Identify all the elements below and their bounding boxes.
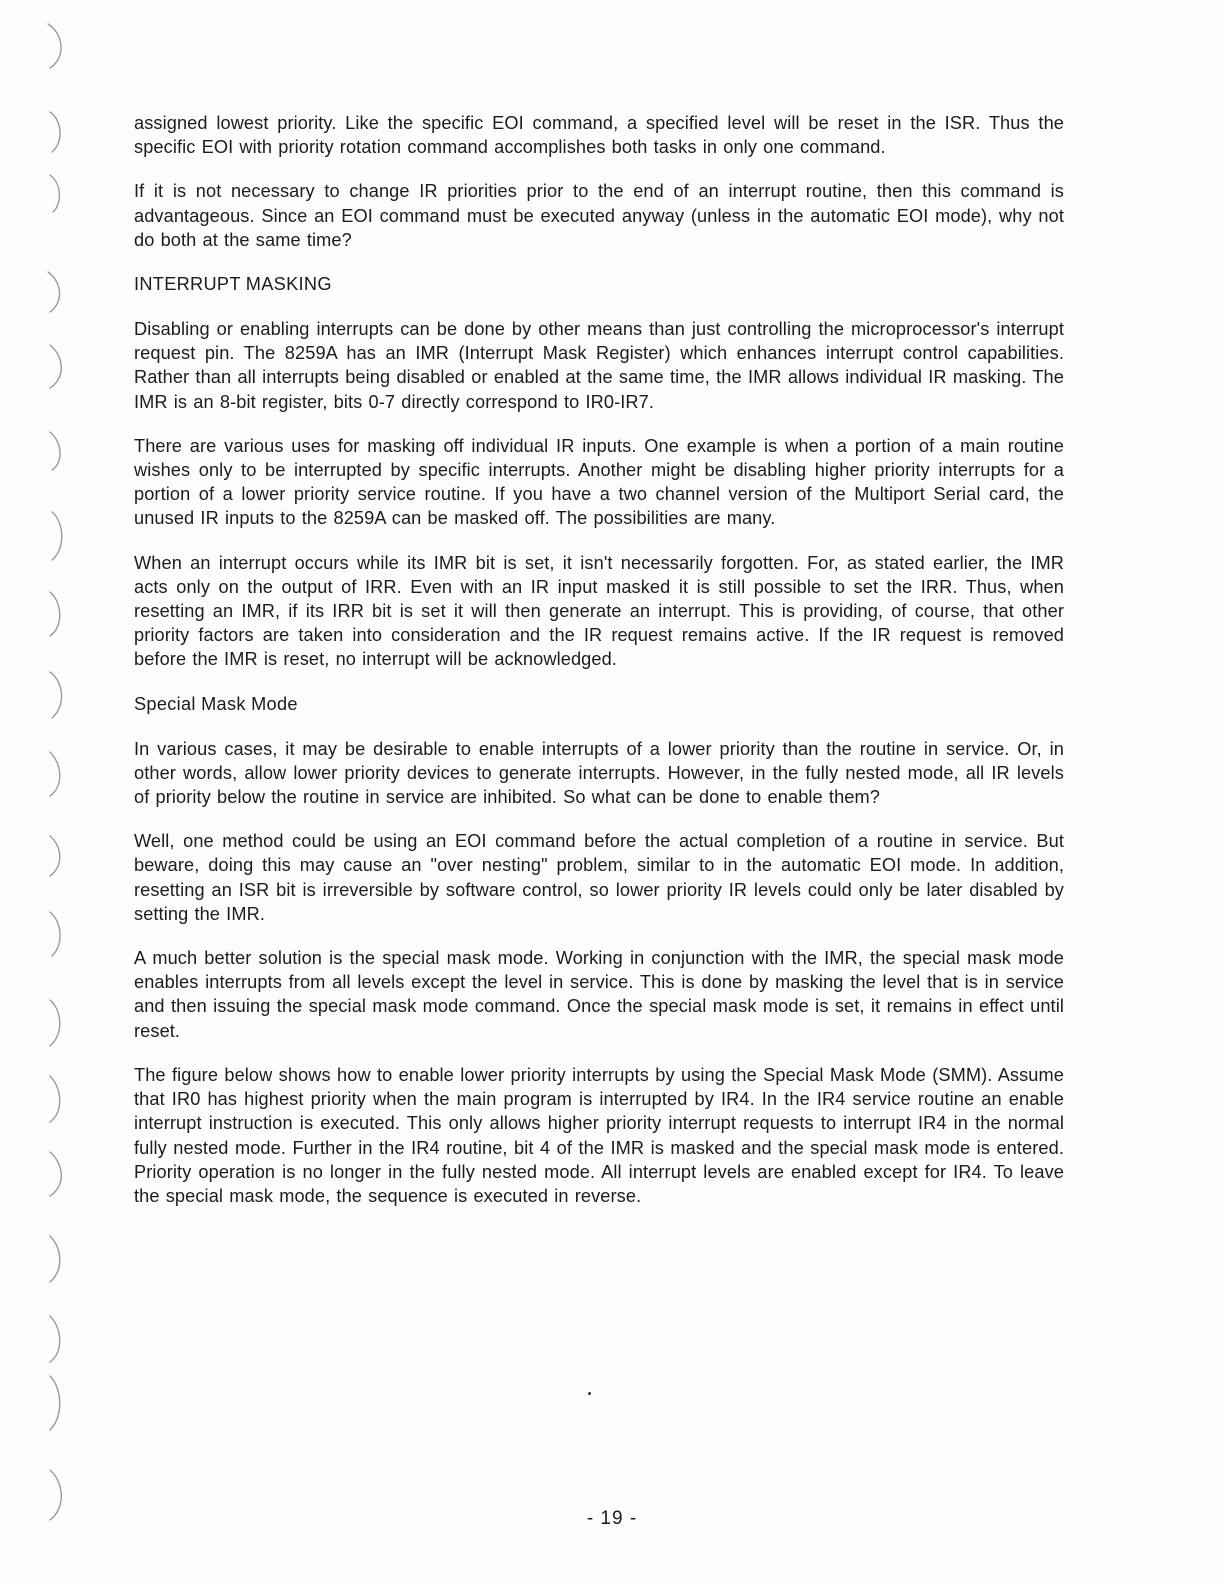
paragraph-smm-solution: A much better solution is the special mask mode. Working in conjunction with the IMR, the special mask mode enables interrupts from all levels except the level in service. This is done by masking the level that is in service and then issuing the special mask mode command. Once the special mask mode is set, it remains in effect until reset. bbox=[134, 948, 1064, 1041]
section-heading-interrupt-masking: INTERRUPT MASKING bbox=[134, 274, 332, 295]
paragraph-eoi-method: Well, one method could be using an EOI command before the actual completion of a routine in service. But beware, doing this may cause an "over nesting" problem, similar to in the automatic EOI mode. In addition, resetting an ISR bit is irreversible by software control, so lower priority IR levels could only be later disabled by setting the IMR. bbox=[134, 831, 1064, 924]
paragraph-priority-rotation: assigned lowest priority. Like the specific EOI command, a specified level will be reset in the ISR. Thus the specific EOI with priority rotation command accomplishes both tasks in only one command. bbox=[134, 113, 1064, 158]
paragraph-smm-figure-description: The figure below shows how to enable lower priority interrupts by using the Special Mask Mode (SMM). Assume that IR0 has highest priority when the main program is interrupted by IR4. In the IR4 service routine an enable interrupt instruction is executed. This only allows higher priority interrupt requests to interrupt IR4 in the normal fully nested mode. Further in the IR4 routine, bit 4 of the IMR is masked and the special mask mode is entered. Priority operation is no longer in the fully nested mode. All interrupt levels are enabled except for IR4. To leave the special mask mode, the sequence is executed in reverse. bbox=[134, 1064, 1064, 1206]
binder-hole-marks bbox=[20, 0, 80, 1584]
paragraph-eoi-advantage: If it is not necessary to change IR priorities prior to the end of an interrupt routine, then this command is advantageous. Since an EOI command must be executed anyway (unless in the automatic EOI mode), why not do both at the same time? bbox=[134, 181, 1064, 250]
document-body bbox=[134, 111, 1064, 1228]
paragraph-imr-intro: Disabling or enabling interrupts can be done by other means than just controlling the microprocessor's interrupt request pin. The 8259A has an IMR (Interrupt Mask Register) which enhances interrupt control capabilities. Rather than all interrupts being disabled or enabled at the same time, the IMR allows individual IR masking. The IMR is an 8-bit register, bits 0-7 directly correspond to IR0-IR7. bbox=[134, 319, 1064, 412]
paragraph-lower-priority: In various cases, it may be desirable to enable interrupts of a lower priority than the routine in service. Or, in other words, allow lower priority devices to generate interrupts. However, in the fully nested mode, all IR levels of priority below the routine in service are inhibited. So what can be done to enable them? bbox=[134, 738, 1064, 808]
section-heading-special-mask-mode: Special Mask Mode bbox=[134, 693, 298, 714]
paragraph-imr-behavior: When an interrupt occurs while its IMR bit is set, it isn't necessarily forgotten. For, as stated earlier, the IMR acts only on the output of IRR. Even with an IR input masked it is still possible to set the IRR. Thus, when resetting an IMR, if its IRR bit is set it will then generate an interrupt. This is providing, of course, that other priority factors are taken into consideration and the IR request remains active. If the IR request is removed before the IMR is reset, no interrupt will be acknowledged. bbox=[134, 552, 1064, 670]
scan-speck bbox=[588, 1392, 591, 1395]
paragraph-masking-uses: There are various uses for masking off individual IR inputs. One example is when a portion of a main routine wishes only to be interrupted by specific interrupts. Another might be disabling higher priority interrupts for a portion of a lower priority service routine. If you have a two channel version of the Multiport Serial card, the unused IR inputs to the 8259A can be masked off. The possibilities are many. bbox=[134, 435, 1064, 529]
page-number: - 19 - bbox=[586, 1508, 638, 1529]
